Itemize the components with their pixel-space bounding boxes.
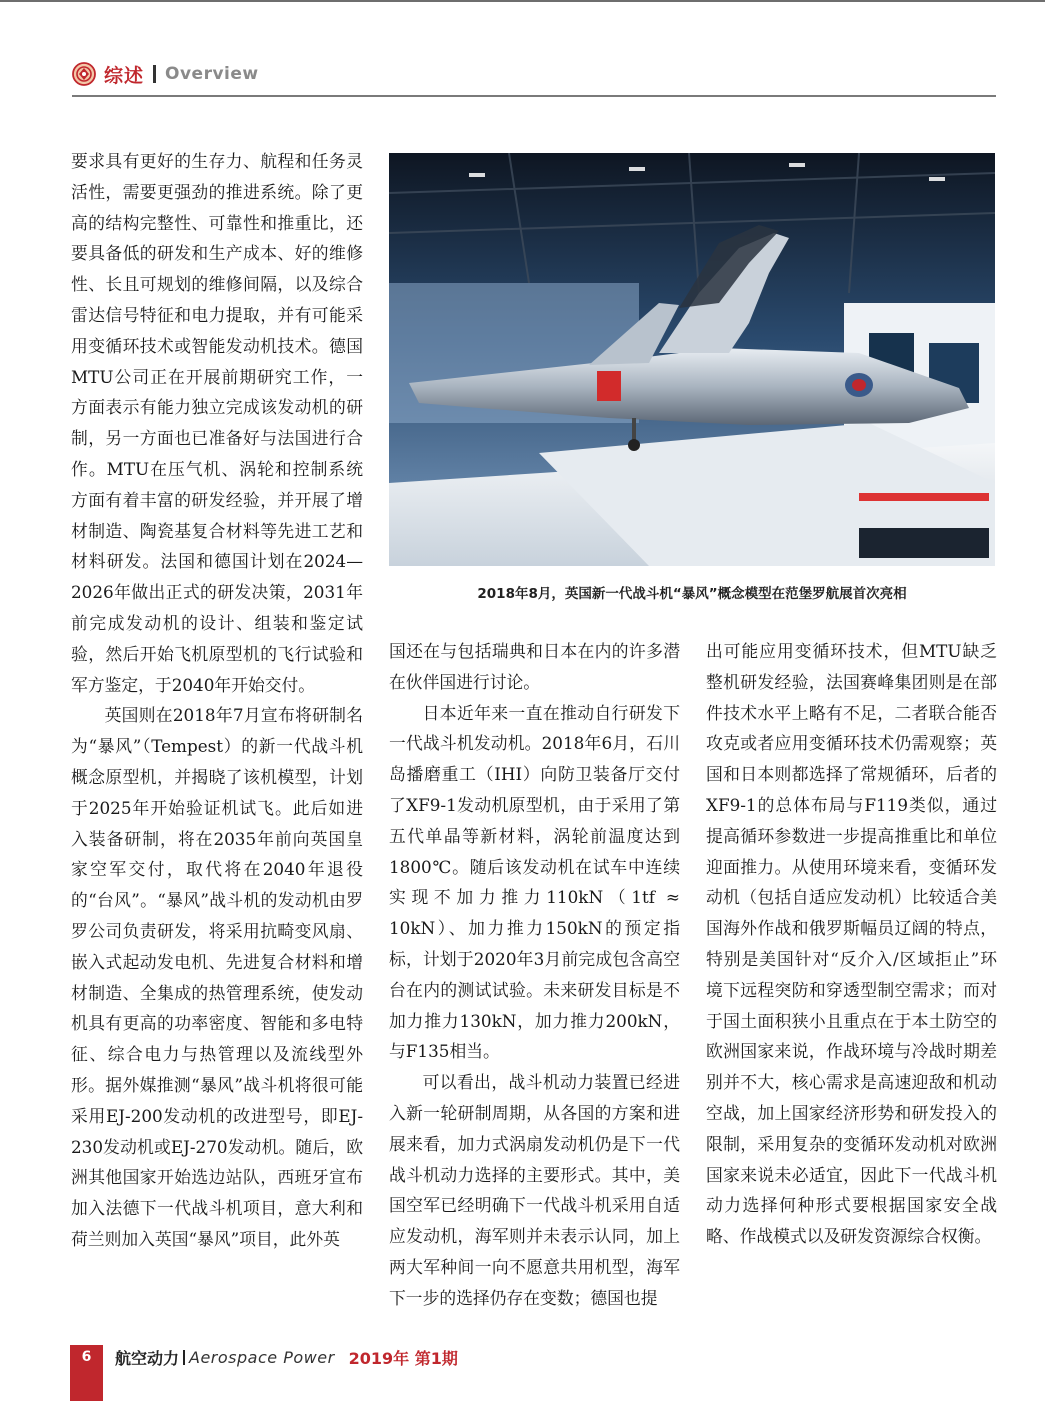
journal-footer [115, 1346, 458, 1369]
tempest-fighter-photo [389, 153, 995, 566]
journal-name-en: Aerospace Power [189, 1348, 335, 1367]
figure-caption: 2018年8月，英国新一代战斗机“暴风”概念模型在范堡罗航展首次亮相 [477, 586, 907, 602]
section-header [72, 58, 259, 90]
section-divider [153, 65, 156, 83]
text-column-3 [706, 636, 997, 1252]
paragraph: 国还在与包括瑞典和日本在内的许多潜在伙伴国进行讨论。 [389, 641, 680, 692]
paragraph: 要求具有更好的生存力、航程和任务灵活性，需要更强劲的推进系统。除了更高的结构完整性、可靠性和推重比，还要具备低的研发和生产成本、好的维修性、长且可规划的维修间隔，以及综合雷达信号特征和电力提取，并有可能采用变循环技术或智能发动机技术。德国MTU公司正在开展前期研究工作，一方面表示有能力独立完成该发动机的研制，另一方面也已准备好与法国进行合作。MTU在压气机、涡轮和控制系统方面有着丰富的研发经验，并开展了增材制造、陶瓷基复合材料等先进工艺和材料研发。法国和德国计划在2024—2026年做出正式的研发决策，2031年前完成发动机的设计、组装和鉴定试验，然后开始飞机原型机的飞行试验和军方鉴定，于2040年开始交付。 [71, 151, 363, 695]
paragraph: 日本近年来一直在推动自行研发下一代战斗机发动机。2018年6月，石川岛播磨重工（IHI）向防卫装备厅交付了XF9-1发动机原型机，由于采用了第五代单晶等新材料，涡轮前温度达到1800℃。随后该发动机在试车中连续实现不加力推力110kN（1tf ≈ 10kN）、加力推力150kN的预定指标，计划于2020年3月前完成包含高空台在内的测试试验。未来研发目标是不加力推力130kN，加力推力200kN，与F135相当。 [389, 702, 680, 1062]
text-column-2 [389, 636, 680, 1314]
paragraph: 出可能应用变循环技术，但MTU缺乏整机研发经验，法国赛峰集团则是在部件技术水平上略有不足，二者联合能否攻克或者应用变循环技术仍需观察；英国和日本则都选择了常规循环，后者的XF9-1的总体布局与F119类似，通过提高循环参数进一步提高推重比和单位迎面推力。从使用环境来看，变循环发动机（包括自适应发动机）比较适合美国海外作战和俄罗斯幅员辽阔的特点，特别是美国针对“反介入/区域拒止”环境下远程突防和穿透型制空需求；而对于国土面积狭小且重点在于本土防空的欧洲国家来说，作战环境与冷战时期差别并不大，核心需求是高速迎敌和机动空战，加上国家经济形势和研发投入的限制，采用复杂的变循环发动机对欧洲国家来说未必适宜，因此下一代战斗机动力选择何种形式要根据国家安全战略、作战模式以及研发资源综合权衡。 [706, 641, 997, 1247]
journal-name-cn: 航空动力 [115, 1349, 180, 1368]
section-title-cn: 综述 [104, 64, 145, 87]
page-number: 6 [81, 1349, 92, 1365]
section-title-en: Overview [165, 64, 259, 84]
paragraph: 可以看出，战斗机动力装置已经进入新一轮研制周期，从各国的方案和进展来看，加力式涡扇发动机仍是下一代战斗机动力选择的主要形式。其中，美国空军已经明确下一代战斗机采用自适应发动机，海军则并未表示认同，加上两大军种间一向不愿意共用机型，海军下一步的选择仍存在变数；德国也提 [389, 1072, 680, 1308]
top-rule [0, 0, 1045, 2]
text-column-1 [71, 146, 363, 1255]
header-rule [72, 95, 996, 97]
journal-issue: 2019年 第1期 [348, 1349, 458, 1368]
footer-divider [183, 1350, 185, 1365]
red-circular-emblem-icon [72, 62, 96, 86]
paragraph: 英国则在2018年7月宣布将研制名为“暴风”（Tempest）的新一代战斗机概念原型机，并揭晓了该机模型，计划于2025年开始验证机试飞。此后如进入装备研制，将在2035年前向英国皇家空军交付，取代将在2040年退役的“台风”。“暴风”战斗机的发动机由罗罗公司负责研发，将采用抗畸变风扇、嵌入式起动发电机、先进复合材料和增材制造、全集成的热管理系统，使发动机具有更高的功率密度、智能和多电特征、综合电力与热管理以及流线型外形。据外媒推测“暴风”战斗机将很可能采用EJ-200发动机的改进型号，即EJ-230发动机或EJ-270发动机。随后，欧洲其他国家开始选边站队，西班牙宣布加入法德下一代战斗机项目，意大利和荷兰则加入英国“暴风”项目，此外英 [71, 705, 363, 1249]
fighter-model-illustration [389, 153, 995, 566]
